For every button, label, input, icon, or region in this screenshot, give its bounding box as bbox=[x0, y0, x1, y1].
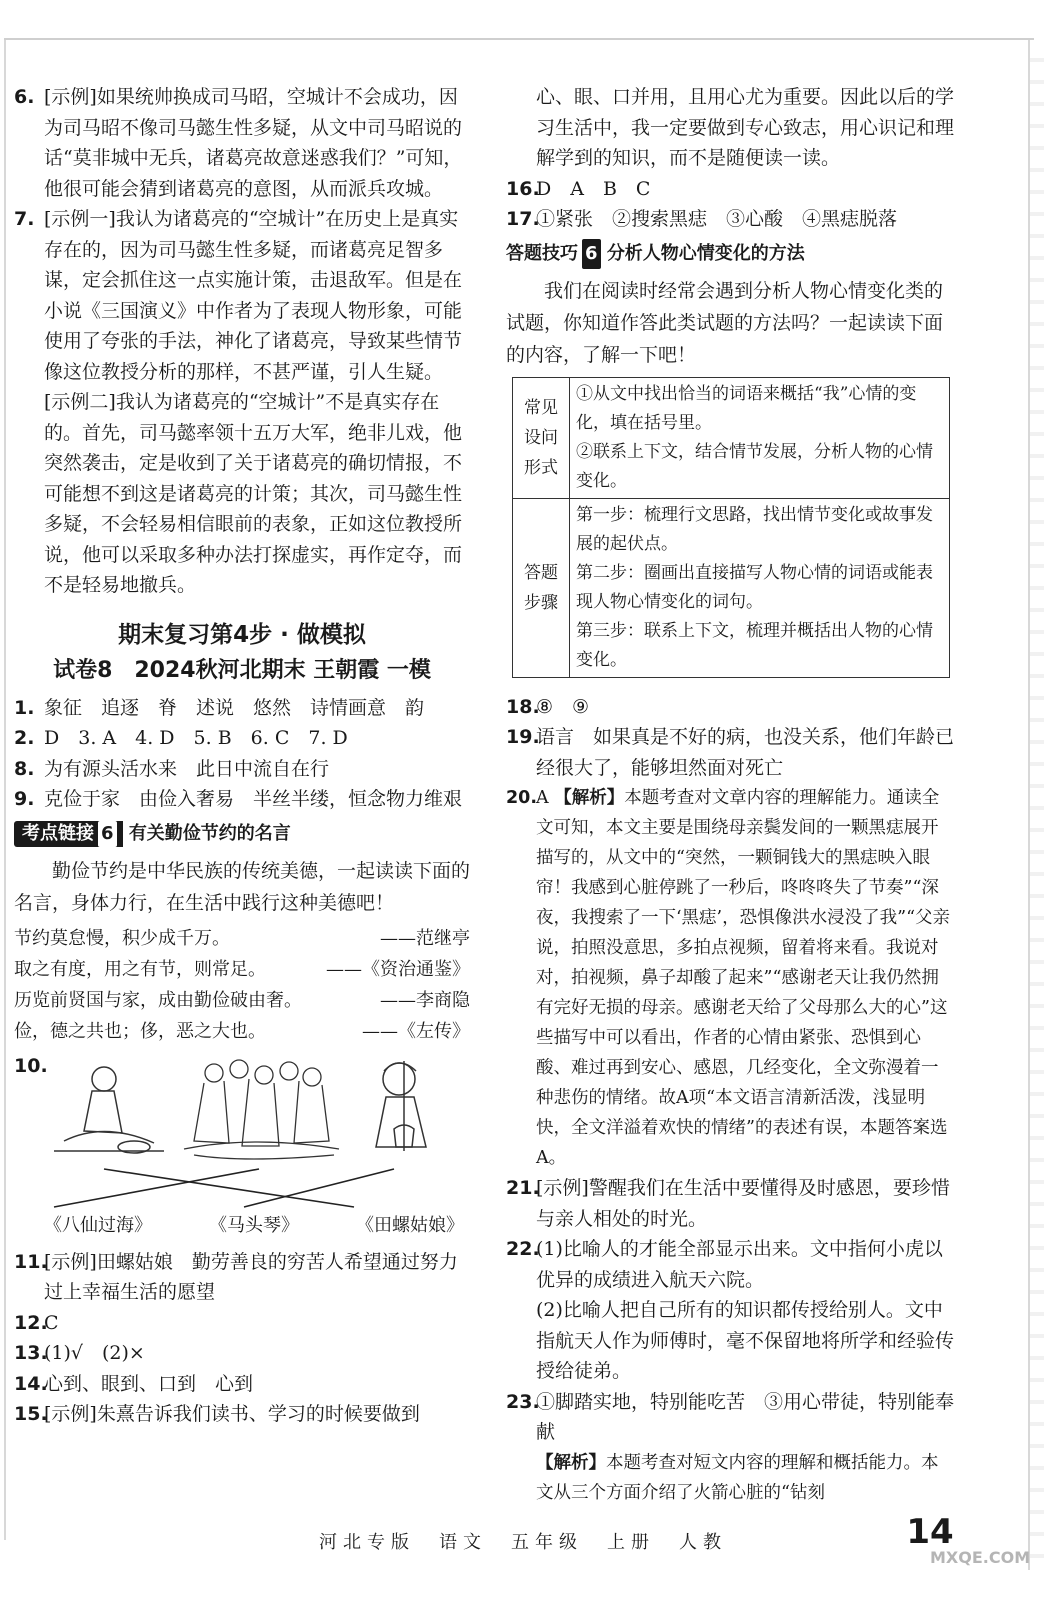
answer-11 bbox=[14, 1247, 470, 1308]
quote-text: 节约莫怠慢，积少成千万。 bbox=[14, 927, 230, 949]
answer-number: 7. bbox=[14, 208, 35, 230]
answer-9 bbox=[14, 784, 470, 815]
answer-20 bbox=[506, 783, 954, 1173]
answer-21 bbox=[506, 1173, 954, 1234]
answer-12 bbox=[14, 1308, 470, 1339]
table-cell bbox=[570, 377, 950, 498]
page-frame-left bbox=[4, 40, 6, 1540]
answer-text: ①紧张 ②搜索黑痣 ③心酸 ④黑痣脱落 bbox=[536, 208, 898, 230]
answer-text: D 3. A 4. D 5. B 6. C 7. D bbox=[44, 727, 348, 749]
tag-title: 有关勤俭节约的名言 bbox=[128, 822, 291, 844]
answer-17 bbox=[506, 204, 954, 235]
answer-choice: A bbox=[536, 788, 549, 808]
section-title: 期末复习第4步 · 做模拟 bbox=[118, 621, 366, 648]
answer-text: D A B C bbox=[536, 177, 651, 200]
page-footer: 河北专版 语文 五年级 上册 人教 bbox=[319, 1532, 727, 1553]
answer-text-part-1: (1)比喻人的才能全部显示出来。文中指何小虎以优异的成绩进入航天六院。 bbox=[536, 1238, 943, 1291]
answer-number: 10. bbox=[14, 1054, 48, 1077]
knowledge-link-tag bbox=[14, 821, 123, 847]
answer-number: 15. bbox=[14, 1403, 48, 1425]
answer-text: 心到、眼到、口到 心到 bbox=[44, 1372, 254, 1395]
answer-15-continued: 心、眼、口并用，且用心尤为重要。因此以后的学习生活中，我一定要做到专心致志，用心识记和理解学到的知识，而不是随便读一读。 bbox=[536, 86, 955, 169]
answer-text: C bbox=[44, 1311, 59, 1334]
quote-text: 俭，德之共也；侈，恶之大也。 bbox=[14, 1020, 266, 1042]
quote-row bbox=[14, 923, 470, 954]
answer-text: 克俭于家 由俭入奢易 半丝半缕，恒念物力维艰 bbox=[44, 788, 463, 810]
knowledge-intro: 勤俭节约是中华民族的传统美德，一起读读下面的名言，身体力行，在生活中践行这种美德吧！ bbox=[14, 859, 471, 914]
table-row-header: 答题步骤 bbox=[513, 498, 570, 677]
quote-row bbox=[14, 954, 470, 985]
answer-text-part-2: (2)比喻人把自己所有的知识都传授给别人。文中指航天人作为师傅时，毫不保留地将所学和经验传授给徒弟。 bbox=[536, 1299, 955, 1382]
quote-source: ——《左传》 bbox=[362, 1020, 470, 1042]
answer-text-example-1: [示例一]我认为诸葛亮的“空城计”在历史上是真实存在的，因为司马懿生性多疑，而诸葛亮足智多谋，定会抓住这一点实施计策，击退敌军。但是在小说《三国演义》中作者为了表现人物形象，可能使用了夸张的手法，神化了诸葛亮，导致某些情节像这位教授分析的那样，不甚严谨，引人生疑。 bbox=[44, 208, 463, 383]
tag-number: 6 bbox=[98, 821, 117, 847]
quote-source: ——李商隐 bbox=[380, 989, 470, 1011]
answer-text: [示例]如果统帅换成司马昭，空城计不会成功，因为司马昭不像司马懿生性多疑，从文中司马昭说的话“莫非城中无兵，诸葛亮故意迷惑我们？”可知，他很可能会猜到诸葛亮的意图，从而派兵攻城。 bbox=[44, 86, 463, 200]
answer-7 bbox=[14, 204, 470, 601]
answer-number: 12. bbox=[14, 1311, 48, 1334]
tag-number: 6 bbox=[582, 239, 601, 269]
answer-22 bbox=[506, 1234, 954, 1387]
answer-number: 2. bbox=[14, 727, 35, 749]
match-label: 《马头琴》 bbox=[209, 1214, 299, 1236]
answer-text: [示例]警醒我们在生活中要懂得及时感恩，要珍惜与亲人相处的时光。 bbox=[536, 1177, 950, 1230]
answer-text: 象征 追逐 脊 述说 悠然 诗情画意 韵 bbox=[44, 696, 425, 719]
page-number: 14 bbox=[906, 1512, 954, 1552]
answer-number: 6. bbox=[14, 86, 35, 108]
answer-number: 8. bbox=[14, 757, 35, 780]
answer-number: 13. bbox=[14, 1342, 48, 1364]
girl-kneeling-illustration bbox=[54, 1067, 164, 1153]
table-row bbox=[513, 498, 950, 677]
knowledge-link-banner bbox=[14, 819, 470, 849]
analysis-text: 本题考查对文章内容的理解能力。通读全文可知，本文主要是围绕母亲鬓发间的一颗黑痣展开描写的，从文中的“突然，一颗铜钱大的黑痣映入眼帘！我感到心脏停跳了一秒后，咚咚咚失了节奏”“深夜，我搜索了一下‘黑痣’，恐惧像洪水浸没了我”“父亲说，拍照没意思，多拍点视频，留着将来看。我说对对，拍视频，鼻子却酸了起来”“感谢老天让我仍然拥有完好无损的母亲。感谢老天给了父母那么大的心”这些描写中可以看出，作者的心情由紧张、恐惧到心酸、难过再到安心、感恩，几经变化，全文弥漫着一种悲伤的情绪。故A项“本文语言清新活泼，浅显明快，全文洋溢着欢快的情绪”的表述有误，本题答案选A。 bbox=[536, 788, 951, 1168]
page-frame-right-ornament bbox=[1028, 40, 1044, 1570]
table-cell-line: ①从文中找出恰当的词语来概括“我”心情的变化，填在括号里。 bbox=[576, 383, 917, 433]
quote-source: ——《资治通鉴》 bbox=[326, 958, 470, 980]
analysis-label: 【解析】 bbox=[536, 1452, 606, 1473]
answer-text: [示例]田螺姑娘 勤劳善良的穷苦人希望通过努力过上幸福生活的愿望 bbox=[44, 1250, 458, 1303]
answer-skill-banner bbox=[506, 239, 954, 269]
answer-13 bbox=[14, 1338, 470, 1369]
answer-8 bbox=[14, 754, 470, 785]
table-cell-line: 第一步：梳理行文思路，找出情节变化或故事发展的起伏点。 bbox=[576, 504, 933, 554]
table-cell-line: ②联系上下文，结合情节发展，分析人物的心情变化。 bbox=[576, 441, 933, 491]
match-label: 《八仙过海》 bbox=[44, 1214, 152, 1236]
tag-title: 分析人物心情变化的方法 bbox=[606, 242, 805, 264]
answer-text: 语言 如果真是不好的病，也没关系，他们年龄已经很大了，能够坦然面对死亡 bbox=[536, 726, 955, 779]
answer-text: ①脚踏实地，特别能吃苦 ③用心带徒，特别能奉献 bbox=[536, 1390, 955, 1443]
watermark: MXQE.COM bbox=[930, 1548, 1031, 1567]
analysis-block bbox=[536, 1448, 954, 1509]
quote-list bbox=[14, 923, 470, 1047]
answer-number: 20. bbox=[506, 788, 538, 808]
answer-15 bbox=[14, 1399, 470, 1430]
answer-number: 9. bbox=[14, 788, 35, 810]
exam-title: 试卷8 2024秋河北期末 王朝霞 一模 bbox=[53, 657, 431, 683]
left-column bbox=[14, 82, 470, 1430]
analysis-label: 【解析】 bbox=[554, 788, 625, 808]
table-cell-line: 第三步：联系上下文，梳理并概括出人物的心情变化。 bbox=[576, 620, 933, 670]
skill-intro: 我们在阅读时经常会遇到分析人物心情变化类的试题，你知道作答此类试题的方法吗？一起读读下面的内容，了解一下吧！ bbox=[506, 279, 944, 366]
answer-text: 为有源头活水来 此日中流自在行 bbox=[44, 757, 330, 780]
answer-14 bbox=[14, 1369, 470, 1400]
answer-2-7 bbox=[14, 723, 470, 754]
answer-text: [示例]朱熹告诉我们读书、学习的时候要做到 bbox=[44, 1403, 420, 1425]
answer-19 bbox=[506, 722, 954, 783]
answer-number: 19. bbox=[506, 726, 540, 748]
answer-number: 16. bbox=[506, 177, 540, 200]
page-frame-top bbox=[4, 38, 1034, 68]
answer-text-example-2: [示例二]我认为诸葛亮的“空城计”不是真实存在的。首先，司马懿率领十五万大军，绝非儿戏，他突然袭击，定是收到了关于诸葛亮的确切情报，不可能想不到这是诸葛亮的计策；其次，司马懿生性多疑，不会轻易相信眼前的表象，正如这位教授所说，他可以采取多种办法打探虚实，再作定夺，而不是轻易地撤兵。 bbox=[44, 391, 463, 596]
quote-row bbox=[14, 985, 470, 1016]
quote-source: ——范继亭 bbox=[380, 927, 470, 949]
immortals-group-illustration bbox=[184, 1060, 339, 1159]
answer-number: 23. bbox=[506, 1390, 540, 1413]
quote-row bbox=[14, 1016, 470, 1047]
match-label: 《田螺姑娘》 bbox=[356, 1214, 464, 1236]
tag-label: 答题技巧 bbox=[506, 242, 578, 264]
answer-number: 1. bbox=[14, 696, 35, 719]
answer-number: 22. bbox=[506, 1238, 540, 1260]
quote-text: 取之有度，用之有节，则常足。 bbox=[14, 958, 266, 980]
table-cell bbox=[570, 498, 950, 677]
match-labels bbox=[44, 1211, 464, 1242]
method-table bbox=[512, 377, 950, 678]
answer-number: 14. bbox=[14, 1372, 48, 1395]
answer-6 bbox=[14, 82, 470, 204]
table-row bbox=[513, 377, 950, 498]
answer-1 bbox=[14, 693, 470, 724]
answer-text: (1)√ (2)× bbox=[44, 1342, 145, 1364]
table-cell-line: 第二步：圈画出直接描写人物心情的词语或能表现人物心情变化的词句。 bbox=[576, 562, 933, 612]
girl-with-horsehead-fiddle-illustration bbox=[376, 1061, 426, 1151]
answer-number: 21. bbox=[506, 1177, 540, 1199]
answer-number: 17. bbox=[506, 208, 540, 230]
answer-18 bbox=[506, 692, 954, 723]
answer-16 bbox=[506, 174, 954, 205]
answer-23 bbox=[506, 1387, 954, 1509]
matching-illustration bbox=[44, 1051, 464, 1211]
answer-number: 11. bbox=[14, 1250, 48, 1273]
answer-number: 18. bbox=[506, 695, 540, 718]
table-row-header: 常见设问形式 bbox=[513, 377, 570, 498]
tag-label: 考点链接 bbox=[22, 822, 94, 844]
quote-text: 历览前贤国与家，成由勤俭破由奢。 bbox=[14, 989, 302, 1011]
answer-10-matching bbox=[14, 1051, 470, 1247]
analysis-text: 本题考查对短文内容的理解和概括能力。本文从三个方面介绍了火箭心脏的“钻刻 bbox=[536, 1452, 939, 1503]
answer-text: ⑧ ⑨ bbox=[536, 695, 590, 718]
right-column bbox=[506, 82, 954, 1509]
